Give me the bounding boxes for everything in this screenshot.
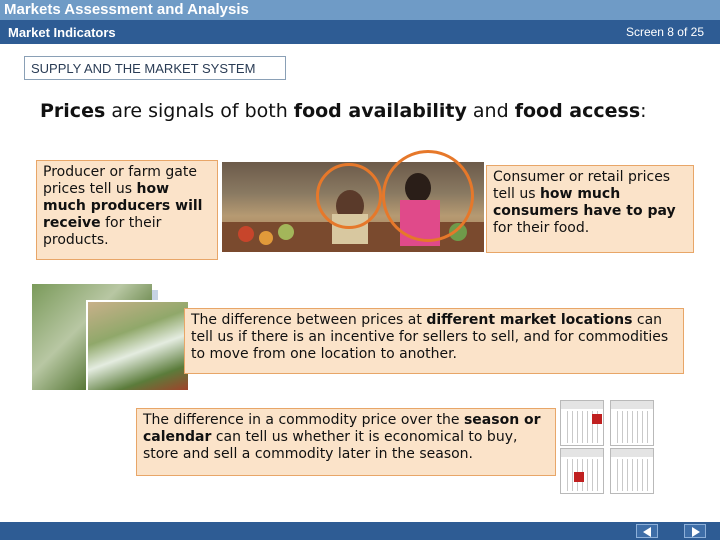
headline-food-access: food access [514, 100, 641, 122]
section-title: Market Indicators [8, 25, 116, 40]
next-screen-button[interactable] [684, 524, 706, 538]
season-text-2: can tell us whether it is economical to buy, store and sell a commodity later in the season. [143, 429, 518, 462]
app-title: Markets Assessment and Analysis [4, 1, 249, 18]
consumer-highlight-circle [382, 150, 474, 242]
calendar-marked-day [574, 472, 584, 482]
calendar-marked-day [592, 414, 602, 424]
producer-text-2: for their products. [43, 215, 162, 248]
headline-text-2: and [466, 100, 515, 122]
triangle-right-icon [692, 527, 700, 537]
locations-text-2: can tell us if there is an incentive for sellers to sell, and for commodities to move from one location to another. [191, 312, 669, 362]
previous-screen-button[interactable] [636, 524, 658, 538]
producer-price-callout [36, 160, 218, 260]
consumer-text-2: for their food. [493, 220, 590, 236]
headline-colon: : [640, 100, 647, 122]
consumer-text-1: Consumer or retail prices tell us [493, 169, 671, 202]
calendar-icon [560, 448, 604, 494]
calendar-icon [610, 400, 654, 446]
section-bar [0, 20, 720, 44]
locations-text-1: The difference between prices at [191, 312, 427, 328]
producer-text-1: Producer or farm gate prices tell us [43, 164, 197, 197]
footer-bar [0, 522, 720, 540]
title-bar [0, 0, 720, 20]
headline-prices: Prices [40, 100, 106, 122]
locations-text-bold: different market locations [426, 312, 633, 328]
season-text-bold: season or calendar [143, 412, 541, 445]
consumer-text-bold: how much consumers have to pay [493, 186, 676, 219]
consumer-price-callout [486, 165, 694, 253]
vegetable-market-photo-2 [86, 300, 190, 392]
calendar-icon [610, 448, 654, 494]
season-text-1: The difference in a commodity price over the [143, 412, 464, 428]
triangle-left-icon [643, 527, 651, 537]
producer-text-bold: how much producers will receive [43, 181, 203, 231]
market-locations-callout [184, 308, 684, 374]
headline [40, 100, 647, 122]
topic-label: SUPPLY AND THE MARKET SYSTEM [24, 56, 286, 80]
season-calendar-callout [136, 408, 556, 476]
headline-food-availability: food availability [293, 100, 467, 122]
screen-counter: Screen 8 of 25 [625, 25, 704, 39]
headline-text-1: are signals of both [105, 100, 294, 122]
producer-highlight-circle [316, 163, 382, 229]
